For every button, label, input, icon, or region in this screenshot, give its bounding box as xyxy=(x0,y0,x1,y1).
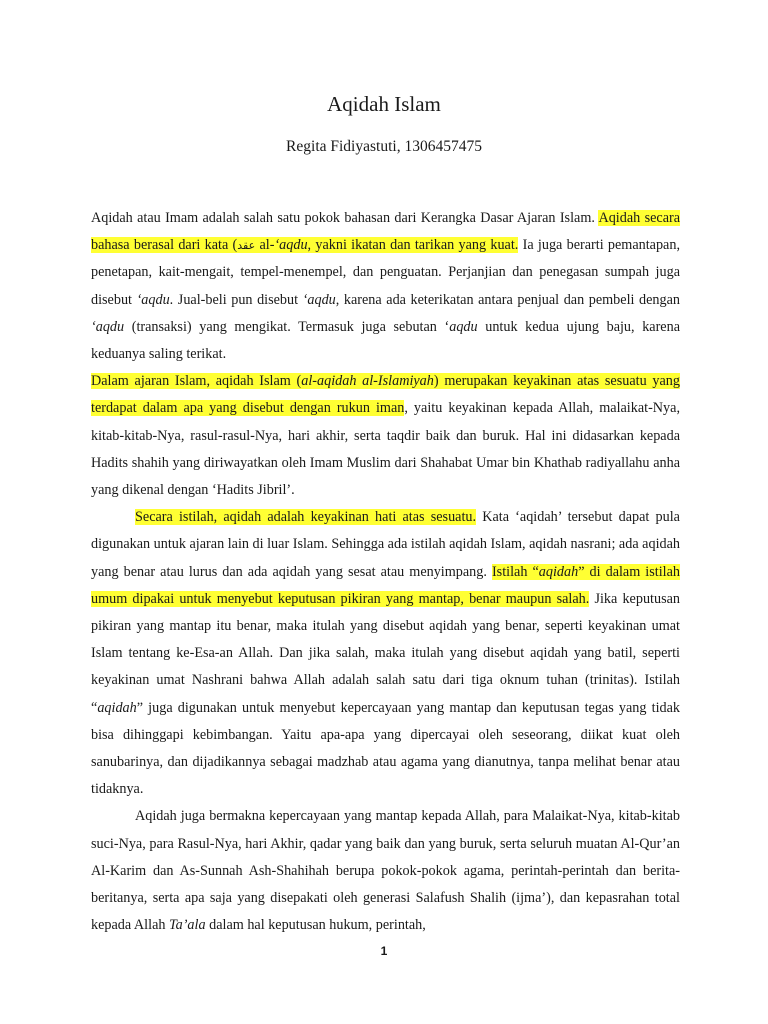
highlight: Aqidah secara bahasa berasal dari kata (عقد al-‘aqdu, yakni ikatan dan tarikan yang kuat. xyxy=(91,210,681,254)
paragraph-4: Aqidah juga bermakna kepercayaan yang mantap kepada Allah, para Malaikat-Nya, kitab-kitab suci-Nya, para Rasul-Nya, hari Akhir, qadar yang baik dan yang buruk, serta seluruh muatan Al-Qur’an Al-Karim dan As-Sunnah Ash-Shahihah berupa pokok-pokok agama, perintah-perintah dan berita-beritanya, serta apa saja yang disepakati oleh generasi Salafush Shalih (ijma’), dan kepasrahan total kepada Allah Ta’ala dalam hal keputusan hukum, perintah, xyxy=(91,808,680,934)
document-title: Aqidah Islam xyxy=(327,92,441,116)
author-line: Regita Fidiyastuti, 1306457475 xyxy=(286,138,482,155)
arabic-word: عقد xyxy=(237,239,256,253)
page-number: 1 xyxy=(380,944,388,958)
highlight: Secara istilah, aqidah adalah keyakinan hati atas sesuatu. xyxy=(135,509,477,526)
highlight: Istilah “aqidah” di dalam istilah umum dipakai untuk menyebut keputusan pikiran yang mantap, benar maupun salah. xyxy=(91,563,680,607)
highlight: Dalam ajaran Islam, aqidah Islam (al-aqidah al-Islamiyah) merupakan keyakinan atas sesuatu yang terdapat dalam apa yang disebut dengan rukun iman xyxy=(91,373,680,417)
paragraph-2: Dalam ajaran Islam, aqidah Islam (al-aqidah al-Islamiyah) merupakan keyakinan atas sesuatu yang terdapat dalam apa yang disebut dengan rukun iman, yaitu keyakinan kepada Allah, malaikat-Nya, kitab-kitab-Nya, rasul-rasul-Nya, hari akhir, serta taqdir baik dan buruk. Hal ini didasarkan kepada Hadits shahih yang diriwayatkan oleh Imam Muslim dari Shahabat Umar bin Khathab radiyallahu anha yang dikenal dengan ‘Hadits Jibril’. xyxy=(91,373,680,499)
document-body xyxy=(91,205,680,939)
text: Aqidah atau Imam adalah salah satu pokok bahasan dari Kerangka Dasar Ajaran Islam. xyxy=(91,210,599,226)
paragraph-3: Secara istilah, aqidah adalah keyakinan hati atas sesuatu. Kata ‘aqidah’ tersebut dapat pula digunakan untuk ajaran lain di luar Islam. Sehingga ada istilah aqidah Islam, aqidah nasrani; ada aqidah yang benar atau lurus dan ada aqidah yang sesat atau menyimpang. Istilah “aqidah” di dalam istilah umum dipakai untuk menyebut keputusan pikiran yang mantap, benar maupun salah. Jika keputusan pikiran yang mantap itu benar, maka itulah yang disebut aqidah yang benar, seperti keyakinan umat Islam tentang ke-Esa-an Allah. Dan jika salah, maka itulah yang disebut aqidah yang batil, seperti keyakinan umat Nashrani bahwa Allah adalah salah satu dari tiga oknum tuhan (trinitas). Istilah “aqidah” juga digunakan untuk menyebut kepercayaan yang mantap dan keputusan tegas yang tidak bisa dihinggapi kebimbangan. Yaitu apa-apa yang dipercayai oleh seseorang, diikat kuat oleh sanubarinya, dan dijadikannya sebagai madzhab atau agama yang dianutnya, tanpa melihat benar atau tidaknya. xyxy=(91,509,680,798)
paragraph-1: Aqidah atau Imam adalah salah satu pokok bahasan dari Kerangka Dasar Ajaran Islam. Aqidah secara bahasa berasal dari kata (عقد al-‘aqdu, yakni ikatan dan tarikan yang kuat. Ia juga berarti pemantapan, penetapan, kait-mengait, tempel-menempel, dan penguatan. Perjanjian dan penegasan sumpah juga disebut ‘aqdu. Jual-beli pun disebut ‘aqdu, karena ada keterikatan antara penjual dan pembeli dengan ‘aqdu (transaksi) yang mengikat. Termasuk juga sebutan ‘aqdu untuk kedua ujung baju, karena keduanya saling terikat. xyxy=(91,210,681,363)
